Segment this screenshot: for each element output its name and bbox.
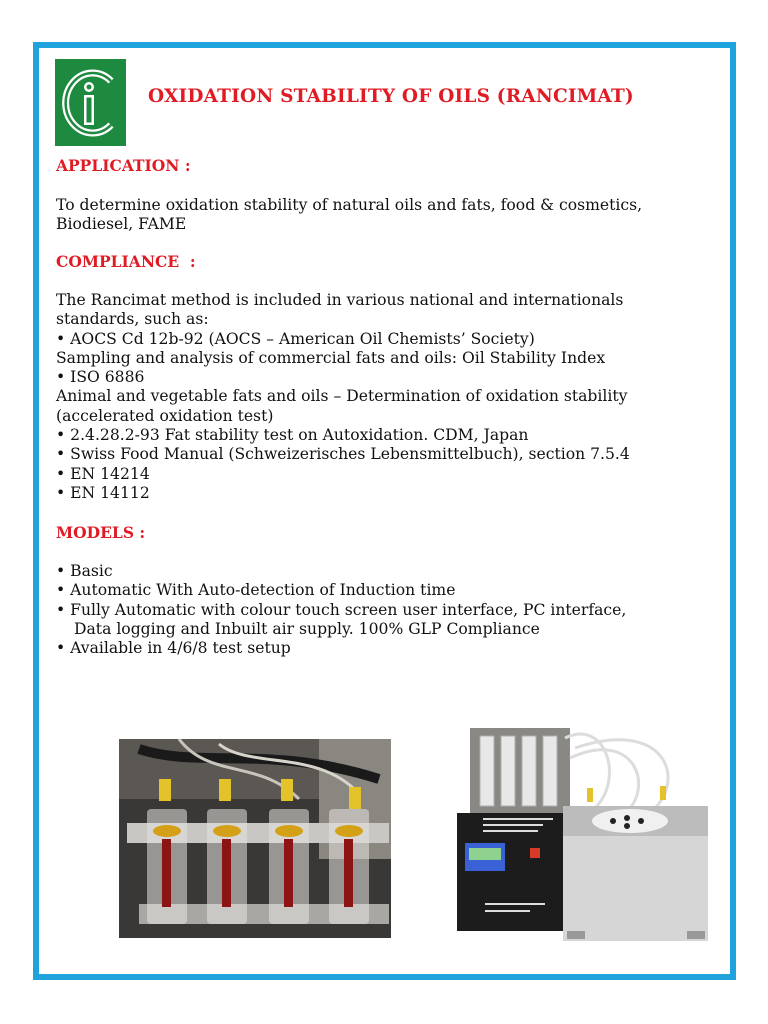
compliance-heading: COMPLIANCE : <box>56 252 196 271</box>
list-item-continuation: Data logging and Inbuilt air supply. 100% GLP Compliance <box>74 619 540 638</box>
list-item: • Automatic With Auto-detection of Induction time <box>56 581 456 600</box>
list-item: • AOCS Cd 12b-92 (AOCS – American Oil Chemists’ Society) <box>56 329 535 348</box>
compliance-text <box>56 291 726 503</box>
text-line: (accelerated oxidation test) <box>56 406 274 425</box>
list-item: • EN 14112 <box>56 483 150 502</box>
text-line: To determine oxidation stability of natural oils and fats, food & cosmetics, <box>56 196 643 214</box>
company-logo <box>55 59 126 146</box>
text-line: Sampling and analysis of commercial fats and oils: Oil Stability Index <box>56 348 606 367</box>
text-line: standards, such as: <box>56 310 209 329</box>
list-item: • 2.4.28.2-93 Fat stability test on Autoxidation. CDM, Japan <box>56 426 529 445</box>
list-item: • Swiss Food Manual (Schweizerisches Lebensmittelbuch), section 7.5.4 <box>56 445 630 464</box>
list-item: • Fully Automatic with colour touch screen user interface, PC interface, <box>56 600 627 619</box>
text-line: Animal and vegetable fats and oils – Determination of oxidation stability <box>56 387 628 406</box>
test-tubes-photo <box>119 739 391 938</box>
text-line: The Rancimat method is included in various national and internationals <box>56 291 624 309</box>
list-item: • EN 14214 <box>56 464 150 483</box>
application-text <box>56 196 726 235</box>
list-item: • Available in 4/6/8 test setup <box>56 639 291 658</box>
page-title: OXIDATION STABILITY OF OILS (RANCIMAT) <box>148 86 634 107</box>
rancimat-instrument-photo <box>455 718 710 945</box>
list-item: • ISO 6886 <box>56 368 145 387</box>
application-heading: APPLICATION : <box>56 156 191 175</box>
list-item: • Basic <box>56 562 113 580</box>
models-text <box>56 562 726 658</box>
models-heading: MODELS : <box>56 523 146 542</box>
text-line: Biodiesel, FAME <box>56 215 187 234</box>
